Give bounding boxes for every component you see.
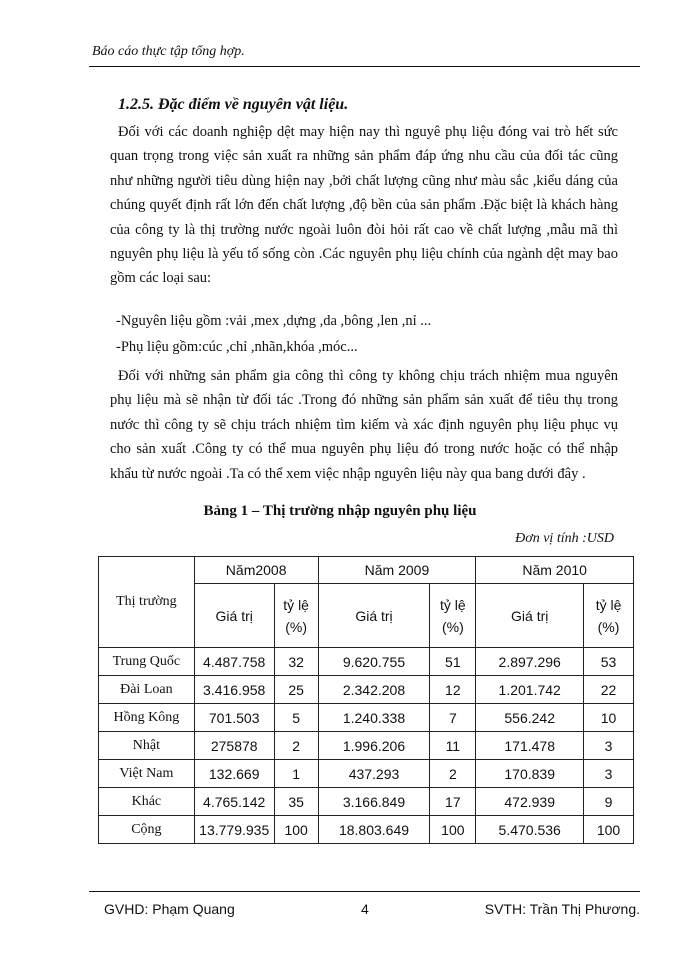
- header-year-2008: Năm2008: [194, 557, 318, 584]
- cell-market: Nhật: [99, 732, 195, 760]
- cell-ratio: 2: [430, 760, 476, 788]
- cell-market: Đài Loan: [99, 676, 195, 704]
- cell-ratio: 100: [430, 816, 476, 844]
- cell-value: 4.487.758: [194, 648, 274, 676]
- cell-value: 1.240.338: [318, 704, 430, 732]
- header-ratio: tỷ lệ (%): [584, 584, 634, 648]
- table-row: [99, 732, 634, 760]
- cell-ratio: 100: [584, 816, 634, 844]
- header-value: Giá trị: [476, 584, 584, 648]
- table-row: [99, 788, 634, 816]
- table-row: [99, 704, 634, 732]
- cell-ratio: 11: [430, 732, 476, 760]
- page-header-title: Báo cáo thực tập tổng hợp.: [92, 44, 245, 59]
- table-row: [99, 676, 634, 704]
- cell-value: 170.839: [476, 760, 584, 788]
- cell-ratio: 9: [584, 788, 634, 816]
- cell-value: 472.939: [476, 788, 584, 816]
- cell-ratio: 7: [430, 704, 476, 732]
- cell-ratio: 35: [274, 788, 318, 816]
- cell-value: 2.342.208: [318, 676, 430, 704]
- cell-ratio: 32: [274, 648, 318, 676]
- cell-ratio: 5: [274, 704, 318, 732]
- table-title: [0, 503, 700, 520]
- cell-value: 1.996.206: [318, 732, 430, 760]
- table-title-text: Bảng 1 – Thị trường nhập nguyên phụ liệu: [203, 503, 477, 519]
- cell-value: 701.503: [194, 704, 274, 732]
- cell-ratio: 3: [584, 760, 634, 788]
- table-row: [99, 648, 634, 676]
- cell-ratio: 17: [430, 788, 476, 816]
- cell-value: 3.166.849: [318, 788, 430, 816]
- cell-value: 437.293: [318, 760, 430, 788]
- cell-value: 3.416.958: [194, 676, 274, 704]
- cell-market: Khác: [99, 788, 195, 816]
- footer-student: SVTH: Trần Thị Phương.: [484, 901, 640, 917]
- header-value: Giá trị: [194, 584, 274, 648]
- cell-ratio: 22: [584, 676, 634, 704]
- cell-value: 18.803.649: [318, 816, 430, 844]
- table-unit: Đơn vị tính :USD: [515, 531, 614, 546]
- cell-value: 556.242: [476, 704, 584, 732]
- cell-ratio: 51: [430, 648, 476, 676]
- section-heading: 1.2.5. Đặc điểm về nguyên vật liệu.: [118, 96, 349, 113]
- paragraph-sourcing: Đối với những sản phẩm gia công thì công ty không chịu trách nhiệm mua nguyên phụ liệu mà sẽ nhận từ đối tác .Trong đó những sản phẩm sản xuất để tiêu thụ trong nước thì công ty sẽ chịu trách nhiệm tìm kiếm và xác định nguyên phụ liệu phục vụ cho sản xuất .Công ty có thể mua nguyên phụ liệu đó trong nước hoặc có thể nhập khẩu từ nước ngoài .Ta có thể xem việc nhập nguyên liệu này qua bang dưới đây .: [110, 368, 618, 482]
- cell-value: 171.478: [476, 732, 584, 760]
- cell-value: 13.779.935: [194, 816, 274, 844]
- cell-ratio: 1: [274, 760, 318, 788]
- list-item-accessories: -Phụ liệu gồm:cúc ,chỉ ,nhãn,khóa ,móc...: [116, 339, 358, 355]
- cell-ratio: 100: [274, 816, 318, 844]
- cell-market: Hồng Kông: [99, 704, 195, 732]
- paragraph-intro: Đối với các doanh nghiệp dệt may hiện nay thì nguyê phụ liệu đóng vai trò hết sức quan trọng trong việc sản xuất ra những sản phẩm đáp ứng nhu cầu của đối tác cũng như những người tiêu dùng hiện nay ,bởi chất lượng cũng như màu sắc ,kiểu dáng của chúng quyết định rất lớn đến chất lượng ,độ bền của sản phẩm .Đặc biệt là khách hàng của công ty là thị trường nước ngoài luôn đòi hỏi rất cao về chất lượng ,mẫu mã thì nguyên phụ liệu là yếu tố sống còn .Các nguyên phụ liệu chính của ngành dệt may bao gồm các loại sau:: [110, 124, 618, 287]
- page-number: 4: [361, 901, 369, 917]
- cell-value: 4.765.142: [194, 788, 274, 816]
- cell-value: 275878: [194, 732, 274, 760]
- cell-value: 5.470.536: [476, 816, 584, 844]
- import-market-table: [98, 556, 634, 844]
- header-year-2010: Năm 2010: [476, 557, 634, 584]
- header-ratio: tỷ lệ (%): [274, 584, 318, 648]
- header-divider: [89, 66, 640, 67]
- cell-value: 2.897.296: [476, 648, 584, 676]
- cell-ratio: 25: [274, 676, 318, 704]
- cell-market: Cộng: [99, 816, 195, 844]
- cell-market: Trung Quốc: [99, 648, 195, 676]
- header-ratio: tỷ lệ (%): [430, 584, 476, 648]
- cell-ratio: 3: [584, 732, 634, 760]
- table-row-total: [99, 816, 634, 844]
- header-year-2009: Năm 2009: [318, 557, 476, 584]
- table-row: [99, 760, 634, 788]
- cell-value: 132.669: [194, 760, 274, 788]
- cell-value: 9.620.755: [318, 648, 430, 676]
- cell-market: Việt Nam: [99, 760, 195, 788]
- list-item-materials: -Nguyên liệu gồm :vải ,mex ,dựng ,da ,bông ,len ,nỉ ...: [116, 313, 432, 329]
- footer-supervisor: GVHD: Phạm Quang: [104, 901, 235, 917]
- footer-divider: [89, 891, 640, 892]
- cell-ratio: 53: [584, 648, 634, 676]
- cell-ratio: 2: [274, 732, 318, 760]
- cell-ratio: 12: [430, 676, 476, 704]
- header-market: Thị trường: [99, 557, 195, 648]
- header-value: Giá trị: [318, 584, 430, 648]
- cell-value: 1.201.742: [476, 676, 584, 704]
- cell-ratio: 10: [584, 704, 634, 732]
